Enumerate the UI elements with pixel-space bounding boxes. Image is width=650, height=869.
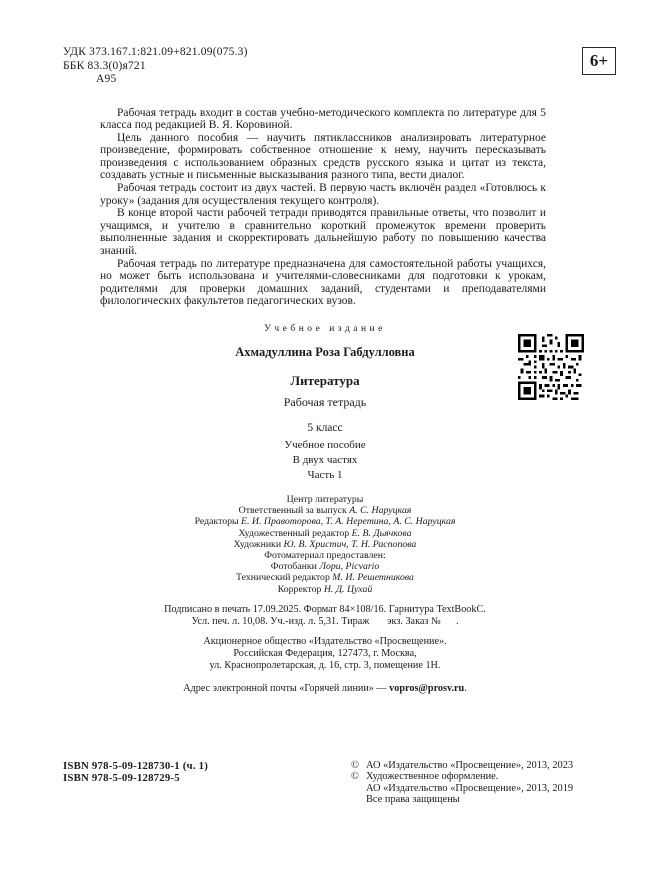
email-line: [0, 683, 650, 694]
publisher-block: [0, 636, 650, 671]
publisher-line: Акционерное общество «Издательство «Просвещение».: [203, 636, 447, 648]
copyright-mark: [351, 794, 366, 805]
staff-role: Технический редактор: [236, 572, 333, 584]
annotation-paragraph: Цель данного пособия — научить пятиклассников анализировать литературное произведение, формировать собственное отношение к нему, научить пересказывать произведения с использованием образных средств русского языка и цитат из текста, создавать устные и письменные высказывания разного типа, вести диалог.: [100, 131, 546, 182]
staff-line: [0, 528, 650, 539]
header-row: [0, 0, 650, 87]
staff-credits: [0, 494, 650, 595]
copyright-mark: [351, 783, 366, 794]
annotation-block: [100, 107, 546, 309]
print-info-block: [0, 604, 650, 628]
staff-line: [0, 561, 650, 572]
annotation-paragraph: Рабочая тетрадь состоит из двух частей. В первую часть включён раздел «Готовлюсь к уроку» (задания для осуществления текущего контроля).: [100, 182, 546, 207]
staff-role: Центр литературы: [286, 494, 364, 505]
staff-role: Редакторы: [194, 516, 242, 528]
isbn-line: ISBN 978-5-09-128729-5: [63, 772, 180, 785]
staff-role: Корректор: [277, 583, 324, 595]
staff-role: Ответственный за выпуск: [238, 505, 350, 517]
staff-line: [0, 494, 650, 505]
copyright-block: [351, 760, 573, 806]
author-code: А95: [96, 73, 117, 85]
staff-line: [0, 539, 650, 550]
staff-names: М. И. Решетникова: [332, 572, 414, 584]
staff-line: [0, 516, 650, 527]
age-rating-badge: 6+: [582, 47, 616, 75]
book-title: Литература: [290, 373, 360, 388]
email-line-prefix: Адрес электронной почты «Горячей линии» —: [183, 682, 390, 694]
annotation-paragraph: Рабочая тетрадь по литературе предназначена для самостоятельной работы учащихся, но может быть использована и учителями-словесниками для подготовки к урокам, родителями для проверки домашних заданий, студентами и преподавателями филологических факультетов педагогических вузов.: [100, 257, 546, 308]
publisher-line: Российская Федерация, 127473, г. Москва,: [233, 648, 417, 660]
copyright-text: Художественное оформление.: [366, 771, 499, 783]
udk-line: УДК 373.167.1:821.09+821.09(075.3): [63, 46, 248, 58]
copyright-line: [351, 783, 573, 794]
copyright-text: АО «Издательство «Просвещение», 2013, 2023: [366, 760, 574, 771]
edition-type: Учебное пособие: [284, 439, 366, 451]
staff-names: А. С. Наруцкая: [349, 505, 412, 517]
copyright-line: [351, 760, 573, 771]
isbn-block: [63, 760, 208, 784]
staff-role: Фотобанки: [270, 561, 320, 573]
grade-level: 5 класс: [307, 422, 343, 434]
staff-line: [0, 505, 650, 516]
part-number: Часть 1: [307, 469, 343, 481]
staff-role: Фотоматериал предоставлен:: [264, 550, 386, 562]
classification-codes: [63, 46, 248, 87]
staff-names: Е. В. Дьячкова: [351, 527, 412, 539]
parts-note: В двух частях: [292, 454, 358, 466]
staff-line: [0, 550, 650, 561]
print-info-line: Усл. печ. л. 10,08. Уч.-изд. л. 5,31. Тираж экз. Заказ № .: [191, 615, 459, 627]
copyright-text: Все права защищены: [366, 794, 460, 806]
edition-label: Учебное издание: [264, 324, 386, 334]
isbn-line: ISBN 978-5-09-128730-1 (ч. 1): [63, 760, 209, 772]
copyright-mark: ©: [351, 760, 359, 771]
print-info-line: Подписано в печать 17.09.2025. Формат 84×108/16. Гарнитура TextBookC.: [164, 603, 486, 615]
staff-names: Н. Д. Цухай: [323, 583, 373, 595]
staff-line: [0, 584, 650, 595]
annotation-paragraph: В конце второй части рабочей тетради приводятся правильные ответы, что позволит и учащимся, и учителю в сравнительно короткий промежуток времени проверить выполненные задания и скорректировать дальнейшую работу по повышению качества знаний.: [100, 207, 546, 258]
copyright-mark: ©: [351, 771, 359, 783]
book-subtitle: Рабочая тетрадь: [283, 395, 367, 409]
copyright-line: [351, 771, 573, 782]
staff-role: Художественный редактор: [238, 527, 352, 539]
email-address: vopros@prosv.ru: [389, 682, 465, 694]
copyright-text: АО «Издательство «Просвещение», 2013, 2019: [366, 782, 574, 794]
email-line-suffix: .: [464, 682, 467, 694]
staff-role: Художники: [233, 538, 284, 550]
publisher-line: ул. Краснопролетарская, д. 16, стр. 3, помещение 1Н.: [209, 660, 441, 672]
staff-line: [0, 572, 650, 583]
annotation-paragraph: Рабочая тетрадь входит в состав учебно-методического комплекта по литературе для 5 класса под редакцией В. Я. Коровиной.: [100, 106, 546, 132]
staff-names: Ю. В. Христич, Т. Н. Распопова: [283, 538, 417, 550]
staff-names: Лори, Picvario: [319, 561, 380, 573]
bbk-line: ББК 83.3(0)я721: [63, 59, 146, 72]
copyright-line: [351, 794, 573, 805]
qr-code: [518, 334, 584, 400]
author-name: Ахмадуллина Роза Габдулловна: [235, 345, 415, 359]
staff-names: Е. И. Правоторова, Т. А. Неретина, А. С. Наруцкая: [241, 516, 456, 528]
